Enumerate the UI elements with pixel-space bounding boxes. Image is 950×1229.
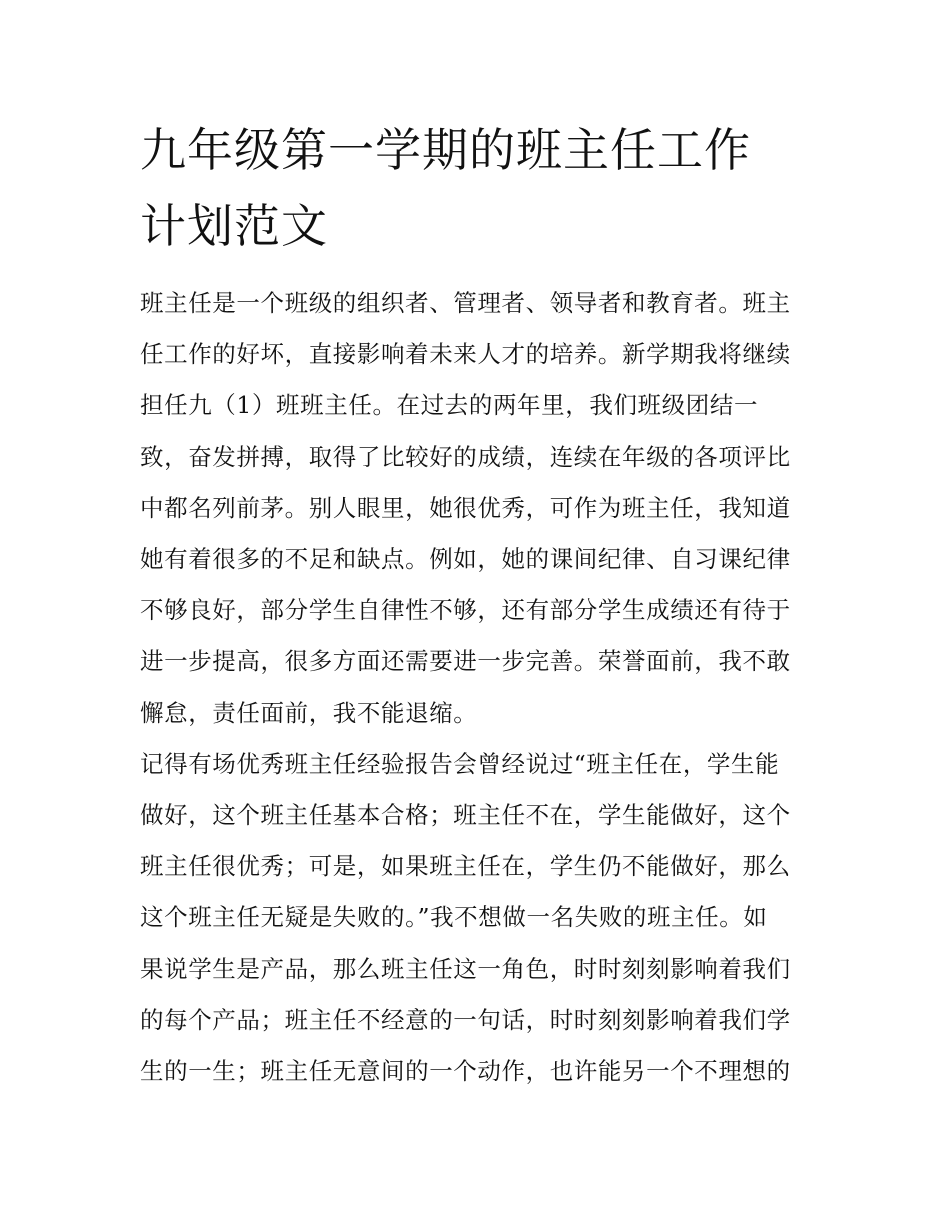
- text-line: 担任九（1）班班主任。在过去的两年里，我们班级团结一: [140, 391, 759, 420]
- paragraph-1: [140, 278, 812, 739]
- text-line: 班主任是一个班级的组织者、管理者、领导者和教育者。班主: [140, 289, 791, 317]
- document-page: [140, 112, 812, 1097]
- text-line: 班主任很优秀；可是，如果班主任在，学生仍不能做好，那么: [140, 852, 791, 881]
- text-line: 的每个产品；班主任不经意的一句话，时时刻刻影响着我们学: [140, 1005, 791, 1034]
- document-body: [140, 278, 812, 1097]
- text-line: 不够良好，部分学生自律性不够，还有部分学生成绩还有待于: [140, 596, 791, 625]
- document-title: [140, 112, 800, 264]
- text-line: 果说学生是产品，那么班主任这一角色，时时刻刻影响着我们: [140, 954, 791, 983]
- paragraph-2: [140, 739, 812, 1097]
- text-line: 做好，这个班主任基本合格；班主任不在，学生能做好，这个: [140, 801, 791, 830]
- text-line: 任工作的好坏，直接影响着未来人才的培养。新学期我将继续: [140, 340, 791, 369]
- text-line: 中都名列前茅。别人眼里，她很优秀，可作为班主任，我知道: [140, 493, 791, 522]
- text-line: 这个班主任无疑是失败的。”我不想做一名失败的班主任。如: [140, 903, 768, 932]
- text-line: 她有着很多的不足和缺点。例如，她的课间纪律、自习课纪律: [140, 545, 791, 574]
- text-line: 懈怠，责任面前，我不能退缩。: [140, 698, 478, 727]
- text-line: 记得有场优秀班主任经验报告会曾经说过“班主任在，学生能: [140, 749, 780, 778]
- title-line: 九年级第一学期的班主任工作: [140, 123, 751, 177]
- title-line: 计划范文: [140, 199, 328, 253]
- text-line: 生的一生；班主任无意间的一个动作，也许能另一个不理想的: [140, 1057, 791, 1086]
- text-line: 致，奋发拼搏，取得了比较好的成绩，连续在年级的各项评比: [140, 442, 791, 471]
- text-line: 进一步提高，很多方面还需要进一步完善。荣誉面前，我不敢: [140, 647, 791, 676]
